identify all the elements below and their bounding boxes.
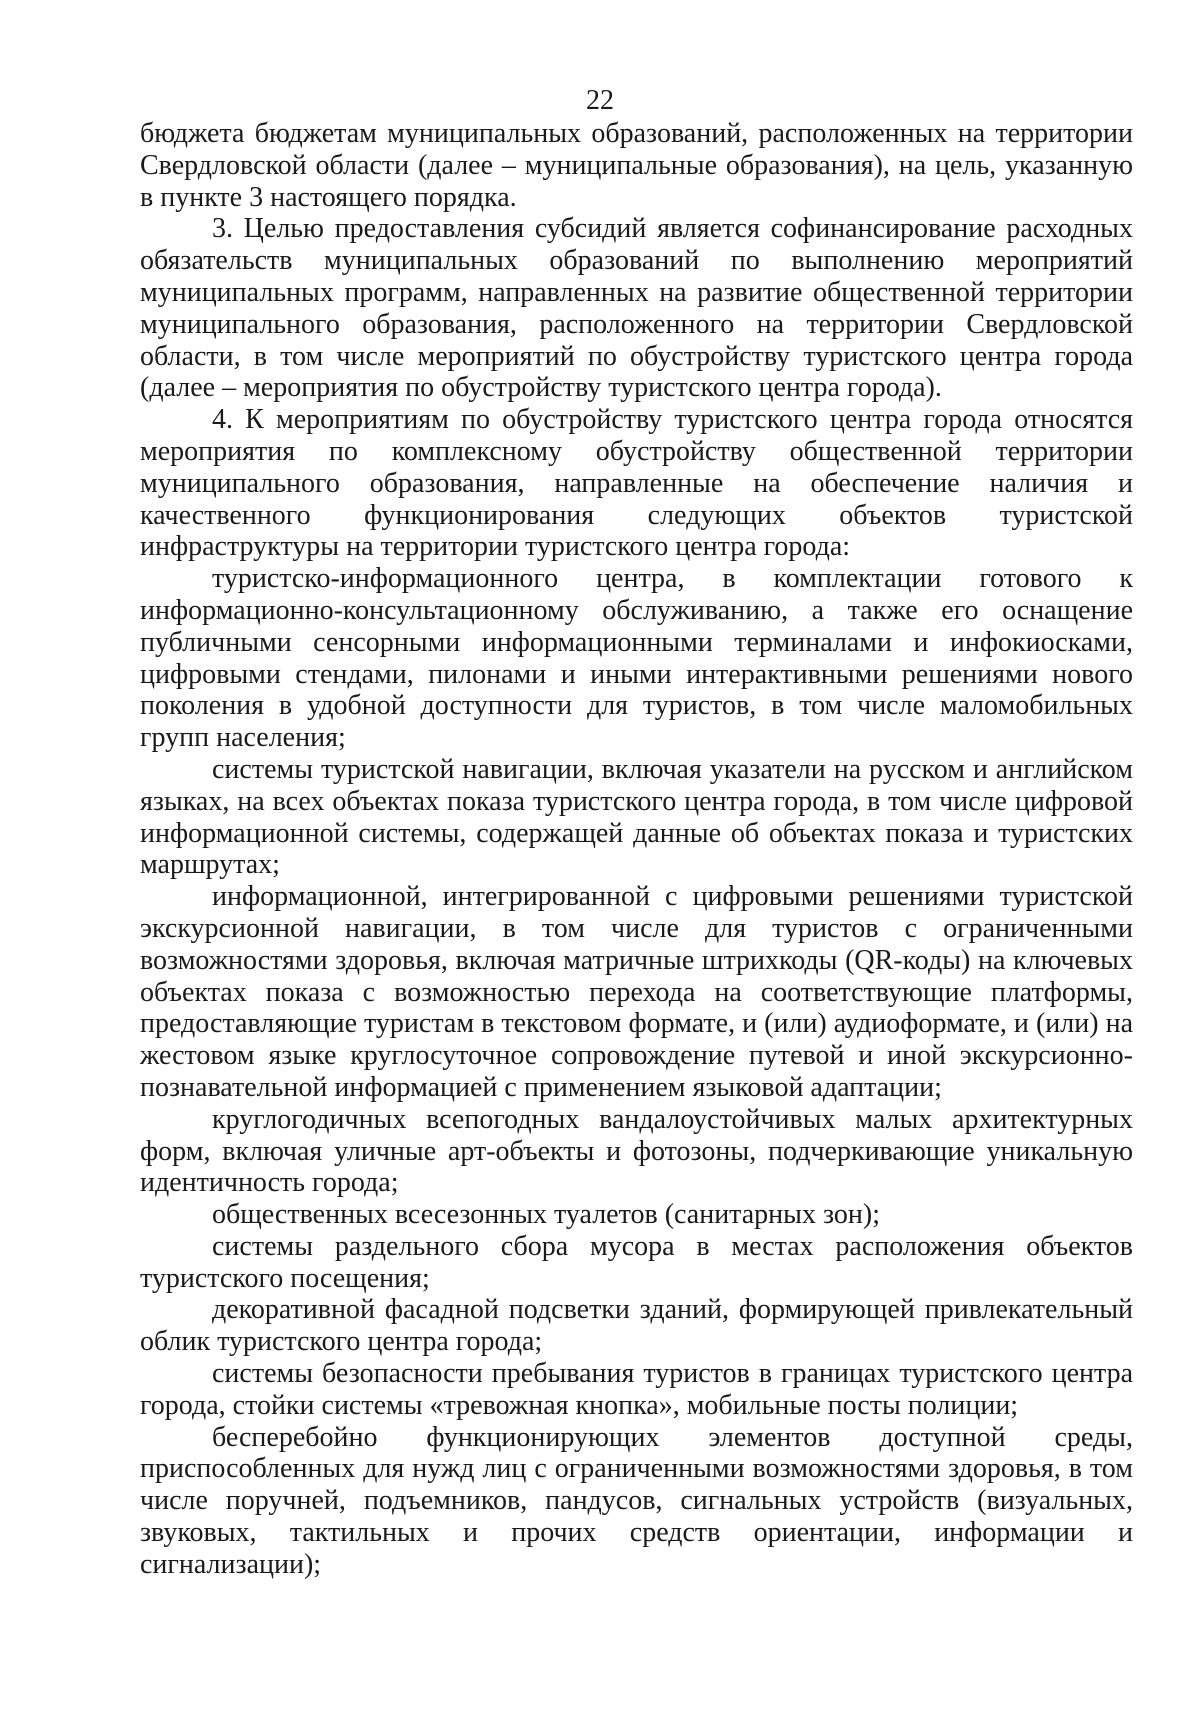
list-item-facade-lighting: декоративной фасадной подсветки зданий, формирующей привлекательный облик туристского центра города; [140, 1294, 1133, 1358]
list-item-architectural-forms: круглогодичных всепогодных вандалоустойчивых малых архитектурных форм, включая уличные арт-объекты и фотозоны, подчеркивающие уникальную идентичность города; [140, 1103, 1133, 1199]
page-number: 22 [586, 85, 614, 116]
list-item-navigation-system: системы туристской навигации, включая указатели на русском и английском языках, на всех объектах показа туристского центра города, в том числе цифровой информационной системы, содержащей данные об объектах показа и туристских маршрутах; [140, 753, 1133, 881]
document-body [140, 118, 1133, 1581]
paragraph-continuation: бюджета бюджетам муниципальных образований, расположенных на территории Свердловской области (далее – муниципальные образования), на цель, указанную в пункте 3 настоящего порядка. [140, 118, 1133, 213]
paragraph-item-3-purpose: 3. Целью предоставления субсидий является софинансирование расходных обязательств муниципальных образований по выполнению мероприятий муниципальных программ, направленных на развитие общественной территории муниципального образования, расположенного на территории Свердловской области, в том числе мероприятий по обустройству туристского центра города (далее – мероприятия по обустройству туристского центра города). [140, 213, 1133, 404]
paragraph-item-4-measures: 4. К мероприятиям по обустройству туристского центра города относятся мероприятия по комплексному обустройству общественной территории муниципального образования, направленные на обеспечение наличия и качественного функционирования следующих объектов туристской инфраструктуры на территории туристского центра города: [140, 404, 1133, 563]
list-item-tourist-info-center: туристско-информационного центра, в комплектации готового к информационно-консультационному обслуживанию, а также его оснащение публичными сенсорными информационными терминалами и инфокиосками, цифровыми стендами, пилонами и иными интерактивными решениями нового поколения в удобной доступности для туристов, в том числе маломобильных групп населения; [140, 563, 1133, 754]
list-item-public-toilets: общественных всесезонных туалетов (санитарных зон); [212, 1199, 880, 1231]
list-item-security-system: системы безопасности пребывания туристов в границах туристского центра города, стойки системы «тревожная кнопка», мобильные посты полиции; [140, 1358, 1133, 1421]
list-item-accessible-environment: бесперебойно функционирующих элементов доступной среды, приспособленных для нужд лиц с ограниченными возможностями здоровья, в том числе поручней, подъемников, пандусов, сигнальных устройств (визуальных, звуковых, тактильных и прочих средств ориентации, информации и сигнализации); [140, 1421, 1133, 1580]
list-item-waste-collection: системы раздельного сбора мусора в местах расположения объектов туристского посещения; [140, 1230, 1133, 1294]
list-item-excursion-navigation: информационной, интегрированной с цифровыми решениями туристской экскурсионной навигации, в том числе для туристов с ограниченными возможностями здоровья, включая матричные штрихкоды (QR-коды) на ключевых объектах показа с возможностью перехода на соответствующие платформы, предоставляющие туристам в текстовом формате, и (или) аудиоформате, и (или) на жестовом языке круглосуточное сопровождение путевой и иной экскурсионно-познавательной информацией с применением языковой адаптации; [140, 881, 1133, 1103]
